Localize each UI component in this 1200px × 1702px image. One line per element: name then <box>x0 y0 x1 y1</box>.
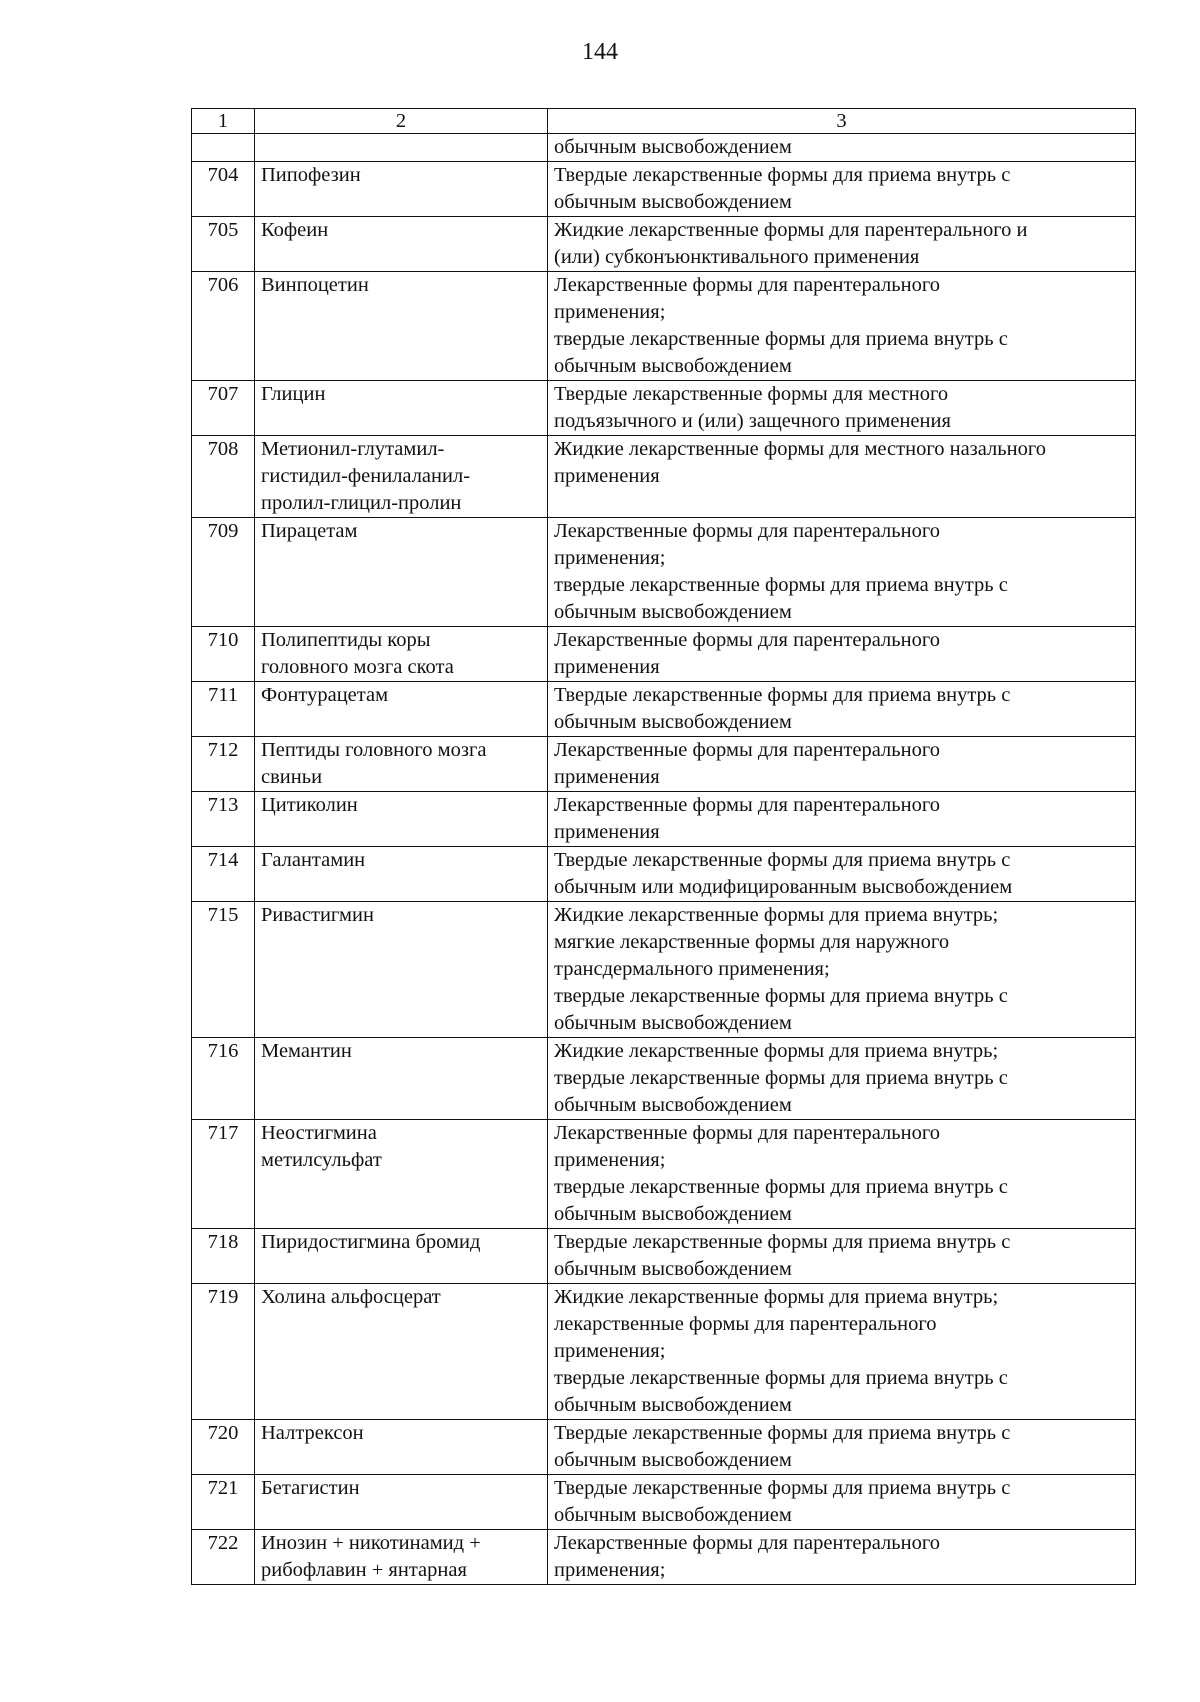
table-row <box>192 737 1136 792</box>
dosage-form-line: твердые лекарственные формы для приема внутрь с <box>554 1067 1008 1089</box>
drug-name-cell <box>255 1420 548 1475</box>
drug-name-line: Мемантин <box>261 1040 352 1062</box>
drug-name-line: Глицин <box>261 383 326 405</box>
drug-name-cell <box>255 737 548 792</box>
dosage-forms-cell <box>548 1420 1136 1475</box>
dosage-form-line: Лекарственные формы для парентерального <box>554 629 940 651</box>
table-row <box>192 217 1136 272</box>
table-row <box>192 847 1136 902</box>
drug-name-cell <box>255 847 548 902</box>
row-number: 710 <box>192 627 255 682</box>
dosage-form-line: обычным высвобождением <box>554 1449 792 1471</box>
dosage-form-line: Лекарственные формы для парентерального <box>554 520 940 542</box>
dosage-form-line: (или) субконъюнктивального применения <box>554 246 920 268</box>
row-number: 714 <box>192 847 255 902</box>
drug-name-cell <box>255 682 548 737</box>
dosage-form-line: Твердые лекарственные формы для местного <box>554 383 949 405</box>
drug-name-cell <box>255 902 548 1038</box>
row-number: 715 <box>192 902 255 1038</box>
dosage-forms-cell <box>548 1475 1136 1530</box>
row-number: 705 <box>192 217 255 272</box>
drug-name-line: Цитиколин <box>261 794 358 816</box>
drug-name-line: Пирацетам <box>261 520 358 542</box>
dosage-forms-cell <box>548 1120 1136 1229</box>
table-body <box>192 109 1136 1585</box>
drug-name-cell <box>255 1120 548 1229</box>
table-header-row <box>192 109 1136 134</box>
dosage-form-line: обычным высвобождением <box>554 1394 792 1416</box>
table-row <box>192 792 1136 847</box>
dosage-forms-cell <box>548 737 1136 792</box>
row-number: 716 <box>192 1038 255 1120</box>
header-col-3: 3 <box>548 109 1136 134</box>
dosage-form-line: твердые лекарственные формы для приема внутрь с <box>554 574 1008 596</box>
drug-name-cell <box>255 162 548 217</box>
dosage-forms-cell <box>548 792 1136 847</box>
table-row <box>192 627 1136 682</box>
dosage-forms-cell <box>548 272 1136 381</box>
row-number: 722 <box>192 1530 255 1585</box>
table-row <box>192 518 1136 627</box>
dosage-forms-cell <box>548 1038 1136 1120</box>
dosage-form-line: Твердые лекарственные формы для приема внутрь с <box>554 849 1011 871</box>
row-number: 704 <box>192 162 255 217</box>
table-row <box>192 1120 1136 1229</box>
row-number: 718 <box>192 1229 255 1284</box>
drug-name-line: Полипептиды коры <box>261 629 431 651</box>
dosage-form-line: твердые лекарственные формы для приема внутрь с <box>554 985 1008 1007</box>
table-row <box>192 902 1136 1038</box>
dosage-forms-cell <box>548 847 1136 902</box>
page-number: 144 <box>582 39 618 65</box>
dosage-form-line: твердые лекарственные формы для приема внутрь с <box>554 328 1008 350</box>
drug-name-line: Инозин + никотинамид + <box>261 1532 481 1554</box>
dosage-form-line: обычным высвобождением <box>554 355 792 377</box>
row-number: 708 <box>192 436 255 518</box>
row-number: 709 <box>192 518 255 627</box>
dosage-forms-cell <box>548 436 1136 518</box>
drug-name-cell <box>255 1475 548 1530</box>
dosage-forms-cell <box>548 902 1136 1038</box>
dosage-form-line: подъязычного и (или) защечного применения <box>554 410 951 432</box>
dosage-form-line: применения <box>554 465 660 487</box>
dosage-form-line: обычным высвобождением <box>554 191 792 213</box>
dosage-form-line: твердые лекарственные формы для приема внутрь с <box>554 1176 1008 1198</box>
dosage-forms-cell <box>548 682 1136 737</box>
table-row <box>192 381 1136 436</box>
row-number: 719 <box>192 1284 255 1420</box>
dosage-form-line: обычным высвобождением <box>554 1258 792 1280</box>
dosage-form-line: твердые лекарственные формы для приема внутрь с <box>554 1367 1008 1389</box>
drug-name-line: свиньи <box>261 766 323 788</box>
drug-name-line: Винпоцетин <box>261 274 369 296</box>
table-row <box>192 1284 1136 1420</box>
table-row <box>192 1229 1136 1284</box>
drug-name-line: головного мозга скота <box>261 656 454 678</box>
drug-name-cell <box>255 1284 548 1420</box>
dosage-forms-cell <box>548 162 1136 217</box>
header-col-2: 2 <box>255 109 548 134</box>
table-row <box>192 134 1136 162</box>
dosage-form-line: Жидкие лекарственные формы для приема внутрь; <box>554 904 999 926</box>
dosage-form-line: применения; <box>554 301 666 323</box>
header-col-1: 1 <box>192 109 255 134</box>
table-row <box>192 436 1136 518</box>
dosage-form-line: мягкие лекарственные формы для наружного <box>554 931 950 953</box>
row-number: 707 <box>192 381 255 436</box>
dosage-form-line: обычным высвобождением <box>554 1094 792 1116</box>
drug-name-line: Бетагистин <box>261 1477 360 1499</box>
drug-name-line: Холина альфосцерат <box>261 1286 441 1308</box>
table-row <box>192 682 1136 737</box>
drug-name-line: метилсульфат <box>261 1149 382 1171</box>
table-row <box>192 1420 1136 1475</box>
row-number: 717 <box>192 1120 255 1229</box>
dosage-form-line: Лекарственные формы для парентерального <box>554 794 940 816</box>
drug-name-line: рибофлавин + янтарная <box>261 1559 467 1581</box>
drug-forms-table <box>191 108 1136 1585</box>
row-number: 713 <box>192 792 255 847</box>
dosage-form-line: Твердые лекарственные формы для приема внутрь с <box>554 684 1011 706</box>
dosage-form-line: Лекарственные формы для парентерального <box>554 1122 940 1144</box>
dosage-form-line: применения <box>554 656 660 678</box>
dosage-form-line: Лекарственные формы для парентерального <box>554 739 940 761</box>
dosage-forms-cell <box>548 217 1136 272</box>
dosage-form-line: Лекарственные формы для парентерального <box>554 274 940 296</box>
dosage-form-line: обычным высвобождением <box>554 136 792 158</box>
dosage-form-line: применения; <box>554 1340 666 1362</box>
dosage-forms-cell <box>548 518 1136 627</box>
drug-name-line: Кофеин <box>261 219 329 241</box>
dosage-form-line: обычным высвобождением <box>554 1504 792 1526</box>
drug-name-cell <box>255 792 548 847</box>
drug-name-cell <box>255 436 548 518</box>
drug-name-line: гистидил-фенилаланил- <box>261 465 471 487</box>
dosage-form-line: обычным высвобождением <box>554 1012 792 1034</box>
dosage-forms-cell <box>548 1229 1136 1284</box>
dosage-form-line: Твердые лекарственные формы для приема внутрь с <box>554 1422 1011 1444</box>
dosage-form-line: Твердые лекарственные формы для приема внутрь с <box>554 1231 1011 1253</box>
drug-name-cell <box>255 1038 548 1120</box>
row-number: 712 <box>192 737 255 792</box>
drug-name-line: Ривастигмин <box>261 904 374 926</box>
drug-name-line: Налтрексон <box>261 1422 364 1444</box>
drug-name-line: Метионил-глутамил- <box>261 438 445 460</box>
table-row <box>192 1038 1136 1120</box>
drug-name-cell <box>255 1530 548 1585</box>
table-row <box>192 1530 1136 1585</box>
dosage-form-line: трансдермального применения; <box>554 958 830 980</box>
dosage-form-line: Лекарственные формы для парентерального <box>554 1532 940 1554</box>
dosage-form-line: Жидкие лекарственные формы для парентерального и <box>554 219 1028 241</box>
dosage-form-line: применения; <box>554 1149 666 1171</box>
drug-name-line: Пептиды головного мозга <box>261 739 487 761</box>
dosage-form-line: применения <box>554 766 660 788</box>
dosage-form-line: применения; <box>554 1559 666 1581</box>
dosage-form-line: Твердые лекарственные формы для приема внутрь с <box>554 1477 1011 1499</box>
row-number: 706 <box>192 272 255 381</box>
dosage-form-line: обычным или модифицированным высвобождением <box>554 876 1013 898</box>
dosage-form-line: обычным высвобождением <box>554 711 792 733</box>
dosage-forms-cell <box>548 381 1136 436</box>
dosage-forms-cell <box>548 1284 1136 1420</box>
table-row <box>192 272 1136 381</box>
row-number: 721 <box>192 1475 255 1530</box>
drug-name-line: Галантамин <box>261 849 366 871</box>
drug-name-cell <box>255 518 548 627</box>
drug-name-line: Пипофезин <box>261 164 361 186</box>
drug-name-cell <box>255 217 548 272</box>
dosage-form-line: Жидкие лекарственные формы для приема внутрь; <box>554 1286 999 1308</box>
dosage-form-line: обычным высвобождением <box>554 601 792 623</box>
dosage-forms-cell <box>548 1530 1136 1585</box>
drug-name-line: Неостигмина <box>261 1122 377 1144</box>
drug-name-cell <box>255 627 548 682</box>
drug-name-cell <box>255 381 548 436</box>
drug-name-line: Пиридостигмина бромид <box>261 1231 481 1253</box>
table-row <box>192 162 1136 217</box>
dosage-forms-cell <box>548 134 1136 162</box>
dosage-forms-cell <box>548 627 1136 682</box>
dosage-form-line: Жидкие лекарственные формы для местного назального <box>554 438 1046 460</box>
table-row <box>192 1475 1136 1530</box>
dosage-form-line: применения; <box>554 547 666 569</box>
dosage-form-line: Твердые лекарственные формы для приема внутрь с <box>554 164 1011 186</box>
drug-name-cell <box>255 272 548 381</box>
dosage-form-line: применения <box>554 821 660 843</box>
drug-name-line: Фонтурацетам <box>261 684 389 706</box>
drug-name-cell <box>255 1229 548 1284</box>
drug-name-cell <box>255 134 548 162</box>
dosage-form-line: лекарственные формы для парентерального <box>554 1313 937 1335</box>
row-number: 720 <box>192 1420 255 1475</box>
dosage-form-line: Жидкие лекарственные формы для приема внутрь; <box>554 1040 999 1062</box>
dosage-form-line: обычным высвобождением <box>554 1203 792 1225</box>
drug-name-line: пролил-глицил-пролин <box>261 492 462 514</box>
row-number: 711 <box>192 682 255 737</box>
row-number <box>192 134 255 162</box>
